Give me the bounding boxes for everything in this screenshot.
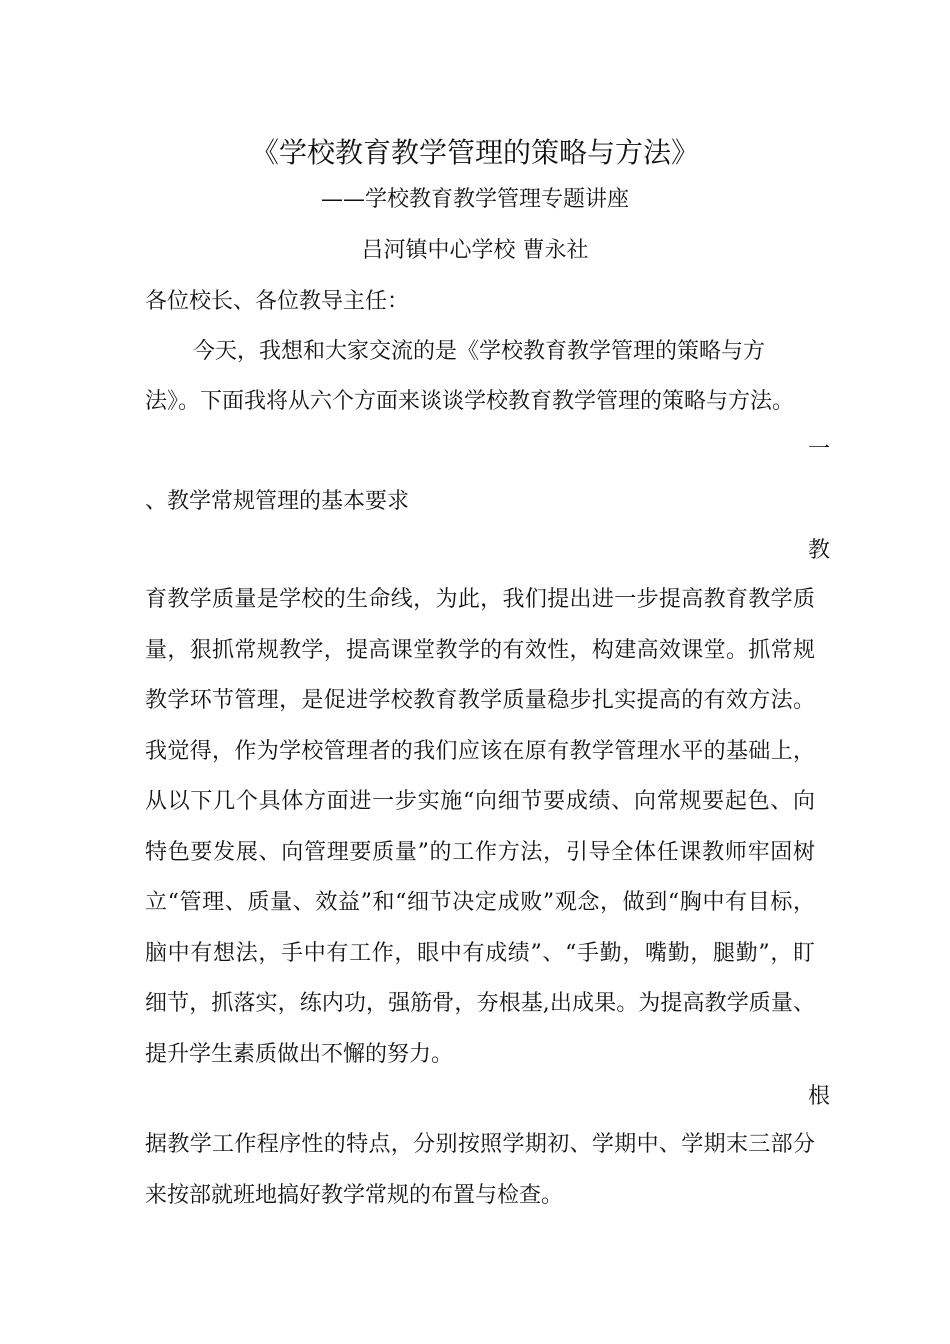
section-heading: 、教学常规管理的基本要求 (145, 489, 410, 514)
document-title: 《学校教育教学管理的策略与方法》 (250, 136, 699, 169)
author-line: 吕河镇中心学校 曹永社 (361, 238, 589, 263)
intro-line-1: 今天，我想和大家交流的是《学校教育教学管理的策略与方 (193, 339, 766, 364)
intro-line-2: 法》。下面我将从六个方面来谈谈学校教育教学管理的策略与方法。 (145, 389, 795, 414)
paragraph-1-first-char: 教 (808, 538, 831, 563)
section-number: 一 (808, 437, 831, 462)
paragraph-2-body: 据教学工作程序性的特点，分别按照学期初、学期中、学期末三部分来按部就班地搞好教学常规的布置与检查。 (145, 1132, 815, 1208)
paragraph-1-body: 育教学质量是学校的生命线，为此，我们提出进一步提高教育教学质量，狠抓常规教学，提高课堂教学的有效性，构建高效课堂。抓常规教学环节管理，是促进学校教育教学质量稳步扎实提高的有效方法。我觉得，作为学校管理者的我们应该在原有教学管理水平的基础上，从以下几个具体方面进一步实施“向细节要成绩、向常规要起色、向特色要发展、向管理要质量”的工作方法，引导全体任课教师牢固树立“管理、质量、效益”和“细节决定成败”观念，做到“胸中有目标，脑中有想法，手中有工作，眼中有成绩”、“手勤，嘴勤，腿勤”，盯细节，抓落实，练内功，强筋骨，夯根基,出成果。为提高教学质量、提升学生素质做出不懈的努力。 (145, 587, 815, 1067)
document-subtitle: ——学校教育教学管理专题讲座 (320, 187, 629, 212)
salutation: 各位校长、各位教导主任： (145, 289, 410, 314)
paragraph-2-first-char: 根 (808, 1084, 831, 1109)
